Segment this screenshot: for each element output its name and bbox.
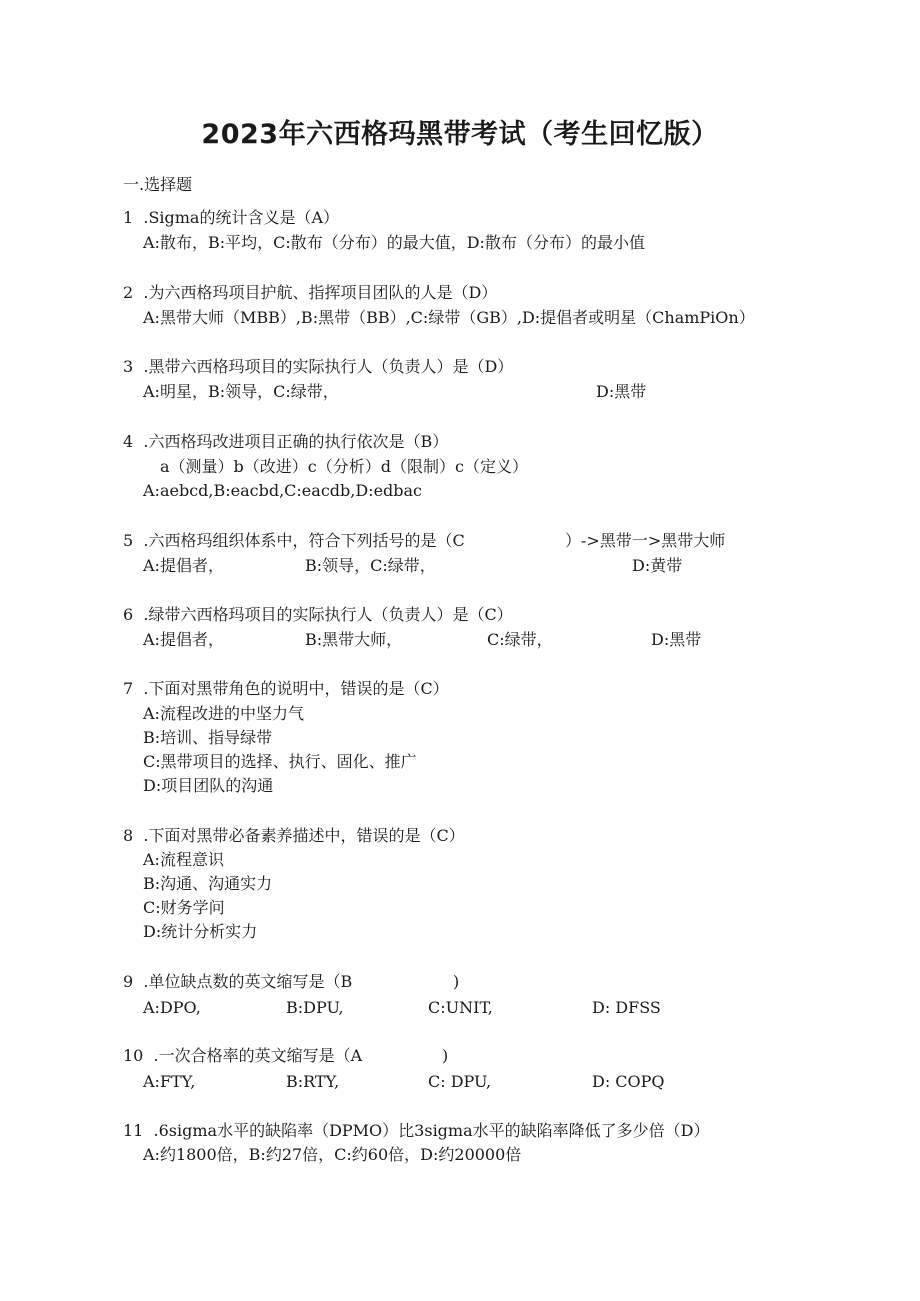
question-stem: 4 .六西格玛改进项目正确的执行依次是（B） [123, 432, 449, 451]
option-c: C:黑带项目的选择、执行、固化、推广 [143, 752, 417, 771]
option-c: C: DPU, [428, 1072, 492, 1091]
option-d: D:黑带 [651, 630, 702, 649]
question-stem: 5 .六西格玛组织体系中，符合下列括号的是（C [123, 531, 465, 550]
option-a: A:DPO, [143, 998, 201, 1017]
question-stem: 10 .一次合格率的英文缩写是（A [123, 1046, 363, 1065]
option-a: A:流程改进的中坚力气 [143, 704, 304, 723]
option-d: D: COPQ [592, 1072, 665, 1091]
option-b: B:培训、指导绿带 [143, 728, 273, 747]
question-options: A:散布，B:平均，C:散布（分布）的最大值，D:散布（分布）的最小值 [143, 233, 645, 252]
option-a: A:提倡者， [143, 556, 224, 575]
question-stem: 8 .下面对黑带必备素养描述中，错误的是（C） [123, 826, 465, 845]
option-c: C:UNIT, [428, 998, 493, 1017]
option-a: A:明星，B:领导，C:绿带， [143, 382, 339, 401]
question-stem: 2 .为六西格玛项目护航、指挥项目团队的人是（D） [123, 283, 498, 302]
option-b: B:沟通、沟通实力 [143, 874, 273, 893]
question-stem: 9 .单位缺点数的英文缩写是（B [123, 972, 353, 991]
option-b: B:领导，C:绿带， [305, 556, 436, 575]
option-c: C:绿带， [487, 630, 553, 649]
document-title: 2023年六西格玛黑带考试（考生回忆版） [201, 119, 719, 150]
option-a: A:提倡者， [143, 630, 224, 649]
option-d: D:统计分析实力 [143, 922, 258, 941]
question-stem-tail: ）->黑带一>黑带大师 [565, 531, 726, 550]
question-note: a（测量）b（改进）c（分析）d（限制）c（定义） [160, 457, 528, 476]
option-d: D: DFSS [592, 998, 661, 1017]
question-stem: 6 .绿带六西格玛项目的实际执行人（负责人）是（C） [123, 605, 513, 624]
option-d: D:黄带 [632, 556, 683, 575]
option-d: D:黑带 [596, 382, 647, 401]
option-a: A:流程意识 [143, 850, 224, 869]
option-b: B:黑带大师， [305, 630, 403, 649]
option-d: D:项目团队的沟通 [143, 776, 274, 795]
question-stem-tail: ) [442, 1046, 449, 1065]
question-stem: 3 .黑带六西格玛项目的实际执行人（负责人）是（D） [123, 357, 514, 376]
option-a: A:FTY, [143, 1072, 196, 1091]
question-options: A:黑带大师（MBB）,B:黑带（BB）,C:绿带（GB）,D:提倡者或明星（ChamPiOn） [143, 308, 755, 327]
question-stem: 1 .Sigma的统计含义是（A） [123, 208, 340, 227]
question-stem-tail: ) [453, 972, 460, 991]
question-options: A:aebcd,B:eacbd,C:eacdb,D:edbac [143, 481, 423, 500]
question-stem: 7 .下面对黑带角色的说明中，错误的是（C） [123, 679, 449, 698]
question-options: A:约1800倍，B:约27倍，C:约60倍，D:约20000倍 [143, 1145, 522, 1164]
question-stem: 11 .6sigma水平的缺陷率（DPMO）比3sigma水平的缺陷率降低了多少倍（D） [123, 1121, 710, 1140]
option-b: B:DPU, [286, 998, 344, 1017]
option-c: C:财务学问 [143, 898, 225, 917]
option-b: B:RTY, [286, 1072, 340, 1091]
section-heading: 一.选择题 [123, 175, 193, 194]
